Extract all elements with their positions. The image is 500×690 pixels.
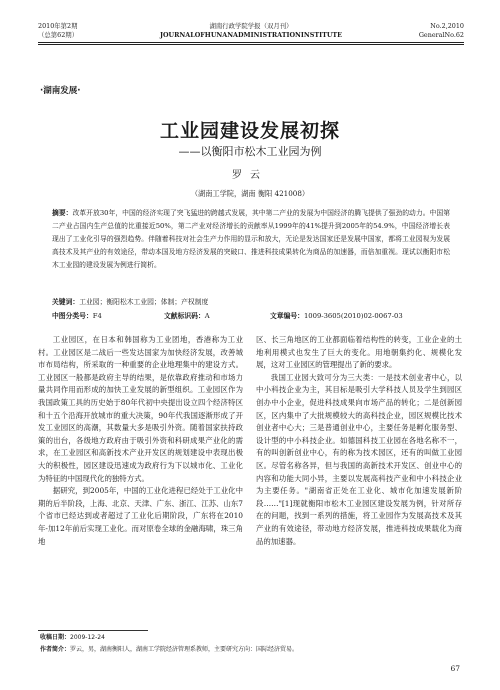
- page-number: 67: [450, 664, 460, 673]
- issue-number: 2010年第2期: [38, 22, 78, 30]
- header-rule-bottom: [38, 44, 464, 45]
- received-date: [40, 633, 464, 643]
- article-number: [270, 310, 403, 320]
- paragraph: 工业园区，在日本和韩国称为工业团地，香港称为工业村。工业园区是二战后一些发达国家为加快经济发展，改善城市布局结构，所采取的一种重要的企业地理集中的建设方式。工业园区一般都是政府主导的结果，是依靠政府推动和市场力量共同作用而形成的加快工业发展的新型组织。工业园区作为我国政策工具的历史始于80年代初中央提出设立四个经济特区和十五个沿海开放城市的重大决策，90年代我国逐渐形成了开发工业园区的高潮，其数量大多是吸引外资。随着国家扶持政策的出台，各级地方政府由于吸引外资和科研成果产业化的需求，在工业园区和高新技术产业开发区的规划建设中表现出极大的积极性，园区建设迅速成为政府行为下以城市化、工业化为特征的中国现代化的独特方式。: [38, 335, 243, 483]
- paragraph: 区、长三角地区的工业都面临着结构性的转变，工业企业的土地利用模式也发生了巨大的变化。用地朝集约化、规模化发展，这对工业园区的管理提出了新的要求。: [256, 335, 462, 370]
- keywords-label: 关键词：: [52, 298, 80, 306]
- author-bio-label: 作者简介：: [40, 646, 71, 653]
- abstract-label: 摘要：: [52, 209, 73, 217]
- issue-info-en: [419, 22, 464, 40]
- footnote-rule: [38, 630, 148, 631]
- author-bio-text: 罗云，男，湖南衡阳人，湖南工学院经济管理系教师，主要研究方向：国际经济贸易。: [70, 646, 299, 653]
- art-label: 文章编号：: [270, 312, 304, 320]
- doc-label: 文献标识码：: [164, 312, 205, 320]
- keywords: [52, 296, 450, 306]
- doc-value: A: [204, 312, 210, 320]
- journal-name: [38, 22, 464, 40]
- received-label: 收稿日期：: [40, 634, 71, 641]
- issue-total-en: GeneralNo.62: [418, 31, 464, 39]
- paragraph: 据研究，到2005年，中国的工业化进程已经处于工业化中期的后半阶段，上海、北京、天津、广东、浙江、江苏、山东7个省市已经达到或者超过了工业化后期阶段，广东将在2010年-加12年前后实现工业化。而对原卷全球的金融海啸，珠三角地: [38, 486, 243, 546]
- abstract-text: 改革开放30年，中国的经济实现了突飞猛进的跨越式发展，其中第二产业的发展为中国经济的腾飞提供了强劲的动力。中国第二产业占国内生产总值的比重接近50%，第二产业对经济增长的贡献率从1999年的41%提升到2005年的54.9%，中国经济增长表现出了工业化引导的强烈趋势。伴随着科技对社会生产力作用的显示和放大，无论是发达国家还是发展中国家，都将工业园视为发展高技术及其产业的有效途径，带动本国及地方经济发展的突破口、推进科技成果转化为商品的加速器，而倍加重视。现试以衡阳市松木工业园的建设发展为例进行简析。: [52, 209, 450, 269]
- article-title: 工业园建设发展初探: [159, 120, 340, 142]
- document-code: [164, 310, 210, 320]
- clc-label: 中图分类号：: [52, 312, 93, 320]
- issue-total: （总第62期）: [38, 31, 79, 39]
- paragraph: 我国工业园大致可分为三大类：一是技术创业者中心，以中小科技企业为主，其目标是吸引大学科技人员及学生到园区创办中小企业，促进科技成果向市场产品的转化；二是创新园区，区内集中了大批规模较大的高科技企业，园区规模比技术创业者中心大；三是普通创业中心，主要任务是孵化服务型、设计型的中小科技企业。如德国科技工业园在各地名称不一，有的叫创新创业中心，有的称为技术园区，还有的叫做工业园区。尽管名称各异，但与我国的高新技术开发区、创业中心的内容和功能大同小异，主要以发展高科技产业和中小科技企业为主要任务。"湖南省正处在工业化、城市化加速发展新阶段……"[1]现就衡阳市松木工业园区建设发展为例，针对所存在的问题，找到一系列的措施，将工业园作为发展高技术及其产业的有效途径，带动地方经济发展，推进科技成果载化为商品的加速器。: [256, 372, 462, 546]
- abstract: [52, 207, 450, 272]
- journal-title-en: JOURNALOFHUNANADMINISTRATIONINSTITUTE: [159, 31, 343, 39]
- art-value: 1009-3605(2010)02-0067-03: [303, 312, 403, 320]
- section-label: ·湖南发展·: [40, 86, 81, 96]
- author-name: 罗云: [232, 170, 268, 181]
- body-column-right: [256, 334, 462, 548]
- author-affiliation: （湖南工学院，湖南 衡阳 421008）: [190, 189, 310, 198]
- clc-number: [52, 310, 102, 320]
- article-subtitle: ——以衡阳市松木工业园为例: [178, 145, 322, 158]
- keywords-text: 工业园；衡阳松木工业园；体制；产权制度: [79, 298, 209, 306]
- issue-number-en: No.2,2010: [430, 22, 464, 30]
- clc-value: F4: [92, 312, 102, 320]
- author-bio: [40, 645, 464, 655]
- journal-title-cn: 湖南行政学院学报（双月刊）: [209, 22, 293, 30]
- received-value: 2009-12-24: [70, 634, 105, 641]
- header-rule-top: [38, 42, 464, 43]
- body-column-left: [38, 334, 243, 548]
